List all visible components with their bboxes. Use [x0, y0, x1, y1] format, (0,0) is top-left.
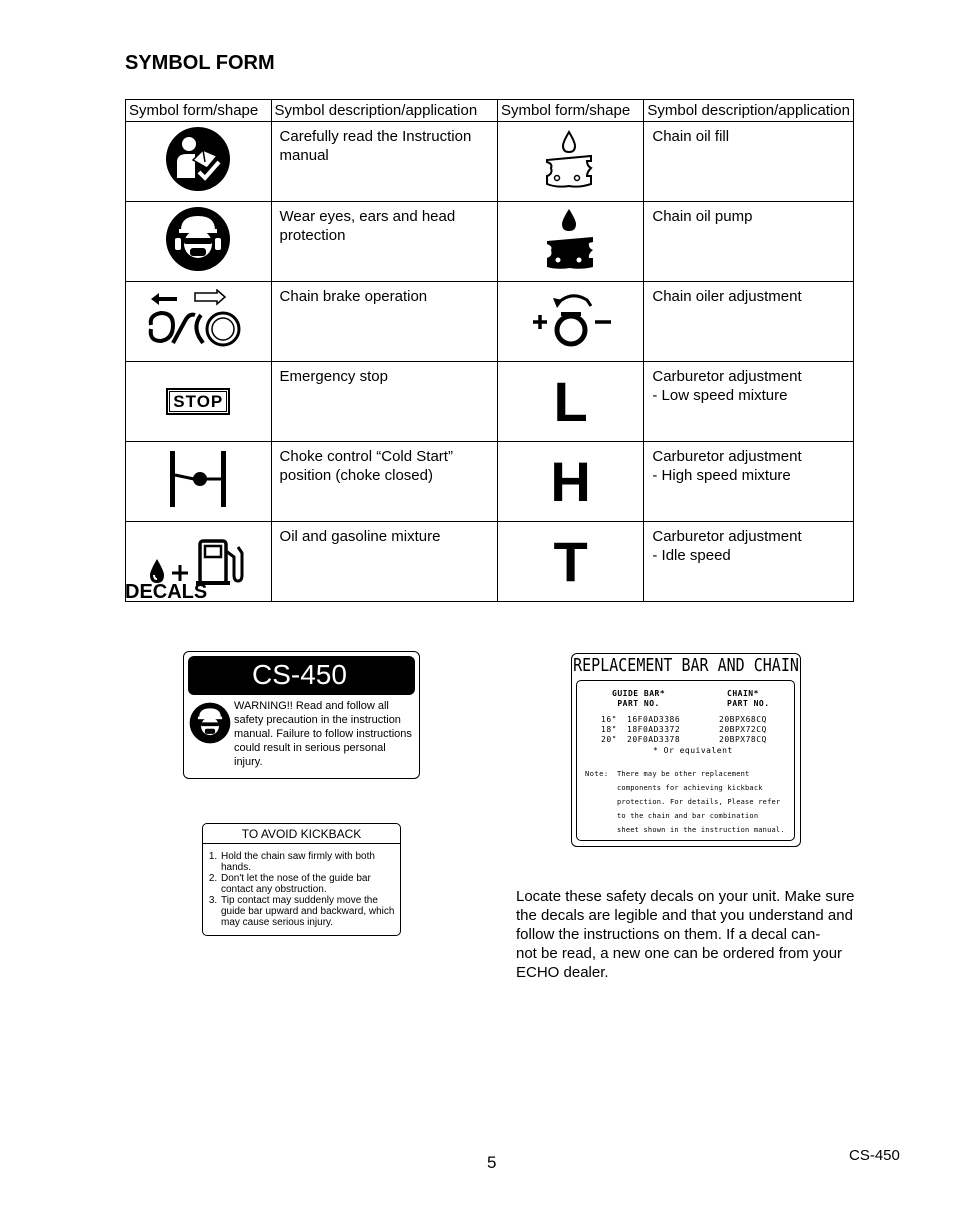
decal-model-title: CS-450 — [188, 656, 415, 695]
idle-letter: T — [553, 529, 588, 593]
description-cell: Carburetor adjustment - Low speed mixture — [644, 362, 854, 442]
note-text: There may be other replacement components for achieving kickback protection. For details, Please refer to the chain and bar combination sheet shown in the instruction manual. — [617, 770, 785, 834]
header-cell: Symbol form/shape — [497, 100, 643, 122]
symbol-cell — [126, 282, 272, 362]
description-cell: Choke control “Cold Start” position (choke closed) — [271, 442, 497, 522]
list-item: 1. Hold the chain saw firmly with both hands. — [220, 851, 400, 873]
decal-warning-text: WARNING!! Read and follow all safety precaution in the instruction manual. Failure to follow instructions could result in serious personal injury. — [234, 700, 412, 768]
chain-oil-pump-icon — [543, 207, 599, 271]
symbol-cell — [126, 442, 272, 522]
bar-part-18: 18F0AD3372 — [627, 725, 681, 734]
chain-brake-icon — [143, 289, 253, 349]
oiler-adjustment-icon — [523, 288, 619, 350]
replacement-inner-frame — [576, 680, 795, 841]
size-16: 16" — [601, 715, 617, 724]
symbol-cell — [126, 202, 272, 282]
symbol-cell — [497, 202, 643, 282]
symbol-cell — [497, 282, 643, 362]
replacement-decal — [571, 653, 801, 847]
description-cell: Oil and gasoline mixture — [271, 522, 497, 602]
symbol-table — [125, 99, 854, 602]
header-cell: Symbol description/application — [271, 100, 497, 122]
description-cell: Wear eyes, ears and head protection — [271, 202, 497, 282]
description-cell: Chain brake operation — [271, 282, 497, 362]
choke-icon — [166, 449, 230, 509]
list-item: 3. Tip contact may suddenly move the guide bar upward and backward, which may cause serious injury. — [220, 895, 400, 928]
equivalent-note: * Or equivalent — [653, 746, 733, 755]
header-cell: Symbol description/application — [644, 100, 854, 122]
description-cell: Emergency stop — [271, 362, 497, 442]
model-warning-decal — [183, 651, 420, 779]
symbol-cell — [126, 362, 272, 442]
stop-label: STOP — [169, 391, 227, 412]
table-row — [126, 202, 854, 282]
replacement-title: REPLACEMENT BAR AND CHAIN — [573, 654, 799, 676]
symbol-cell — [497, 442, 643, 522]
symbol-cell — [497, 362, 643, 442]
guide-bar-header: GUIDE BAR* PART NO. — [612, 689, 666, 708]
kickback-title: TO AVOID KICKBACK — [203, 824, 400, 844]
chain-oil-fill-icon — [543, 128, 599, 190]
bar-part-20: 20F0AD3378 — [627, 735, 681, 744]
section-title-decals: DECALS — [125, 581, 208, 603]
symbol-cell — [497, 122, 643, 202]
page-number: 5 — [487, 1153, 497, 1172]
list-item: 2. Don't let the nose of the guide bar contact any obstruction. — [220, 873, 400, 895]
chain-header: CHAIN* PART NO. — [727, 689, 770, 708]
oil-gasoline-icon — [144, 529, 252, 589]
chain-part-18: 20BPX72CQ — [719, 725, 767, 734]
head-protection-icon — [189, 702, 231, 744]
locate-decals-text: Locate these safety decals on your unit. Make sure the decals are legible and that you understand and follow the instructions on them. If a decal can- not be read, a new one can be ordered from your ECHO dealer. — [516, 888, 855, 981]
description-cell: Carburetor adjustment - Idle speed — [644, 522, 854, 602]
footer-model: CS-450 — [849, 1147, 900, 1164]
table-row — [126, 282, 854, 362]
chain-part-20: 20BPX78CQ — [719, 735, 767, 744]
size-20: 20" — [601, 735, 617, 744]
kickback-decal — [202, 823, 401, 936]
table-row — [126, 522, 854, 602]
chain-part-16: 20BPX68CQ — [719, 715, 767, 724]
low-speed-letter: L — [553, 369, 588, 433]
table-row — [126, 362, 854, 442]
read-manual-icon — [165, 126, 231, 192]
kickback-list — [203, 851, 400, 928]
note-label: Note: — [585, 770, 609, 778]
bar-part-16: 16F0AD3386 — [627, 715, 681, 724]
stop-label-frame — [166, 388, 230, 415]
description-cell: Carburetor adjustment - High speed mixture — [644, 442, 854, 522]
header-cell: Symbol form/shape — [126, 100, 272, 122]
table-header-row — [126, 100, 854, 122]
description-cell: Chain oiler adjustment — [644, 282, 854, 362]
table-row — [126, 442, 854, 522]
description-cell: Chain oil pump — [644, 202, 854, 282]
section-title-symbol-form: SYMBOL FORM — [125, 52, 275, 74]
high-speed-letter: H — [550, 449, 591, 513]
symbol-cell — [126, 122, 272, 202]
description-cell: Chain oil fill — [644, 122, 854, 202]
table-row — [126, 122, 854, 202]
description-cell: Carefully read the Instruction manual — [271, 122, 497, 202]
symbol-cell — [497, 522, 643, 602]
head-protection-icon — [165, 206, 231, 272]
size-18: 18" — [601, 725, 617, 734]
